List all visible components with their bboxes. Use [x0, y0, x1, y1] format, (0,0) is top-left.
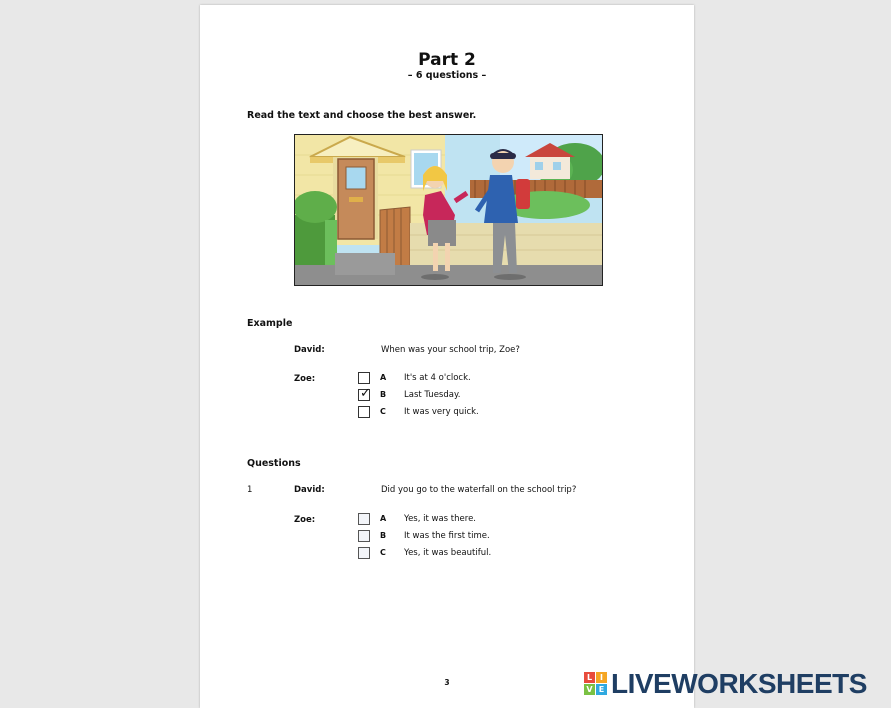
scene-illustration: [294, 134, 603, 286]
question-1-speaker-zoe: Zoe:: [294, 515, 316, 525]
logo-letter-e: E: [596, 684, 607, 695]
option-letter: A: [380, 514, 387, 523]
option-letter: B: [380, 390, 387, 399]
liveworksheets-brand-text: LIVEWORKSHEETS: [611, 668, 867, 699]
option-text: Yes, it was there.: [404, 514, 477, 524]
liveworksheets-logo-icon: [584, 672, 608, 696]
question-1-option-a[interactable]: [358, 513, 558, 527]
example-option-a: [358, 372, 558, 386]
example-question: When was your school trip, Zoe?: [381, 345, 520, 355]
scene-picture: [295, 135, 602, 285]
option-letter: C: [380, 407, 386, 416]
option-text: It was very quick.: [404, 407, 479, 417]
question-1-option-b-checkbox[interactable]: [358, 530, 370, 542]
question-number: 1: [247, 485, 253, 495]
example-heading: Example: [247, 318, 293, 329]
example-option-b: [358, 386, 558, 403]
question-1-speaker-david: David:: [294, 485, 325, 495]
option-letter: A: [380, 373, 387, 382]
check-mark-icon: ✓: [360, 386, 371, 401]
instruction-text: Read the text and choose the best answer.: [247, 110, 477, 121]
option-letter: C: [380, 548, 386, 557]
logo-letter-i: I: [596, 672, 607, 683]
example-option-b-checkbox: [358, 386, 371, 401]
option-text: Yes, it was beautiful.: [404, 548, 492, 558]
question-1-option-c-checkbox[interactable]: [358, 547, 370, 559]
liveworksheets-watermark: [584, 668, 884, 700]
example-speaker-zoe: Zoe:: [294, 374, 316, 384]
option-text: It was the first time.: [404, 531, 490, 541]
example-option-a-checkbox: [358, 372, 370, 384]
example-speaker-david: David:: [294, 345, 325, 355]
question-1-text: Did you go to the waterfall on the school trip?: [381, 485, 577, 495]
worksheet-page: [200, 5, 694, 708]
example-option-c-checkbox: [358, 406, 370, 418]
page-title: Part 2: [418, 50, 476, 70]
question-1-option-c[interactable]: [358, 547, 558, 561]
example-option-c: [358, 406, 558, 420]
option-text: It's at 4 o'clock.: [404, 373, 471, 383]
page-subtitle: – 6 questions –: [407, 70, 487, 81]
page-number: 3: [444, 678, 450, 687]
option-letter: B: [380, 531, 387, 540]
questions-heading: Questions: [247, 458, 301, 469]
question-1-option-a-checkbox[interactable]: [358, 513, 370, 525]
question-1-option-b[interactable]: [358, 530, 558, 544]
logo-letter-v: V: [584, 684, 595, 695]
logo-letter-l: L: [584, 672, 595, 683]
option-text: Last Tuesday.: [404, 390, 461, 400]
